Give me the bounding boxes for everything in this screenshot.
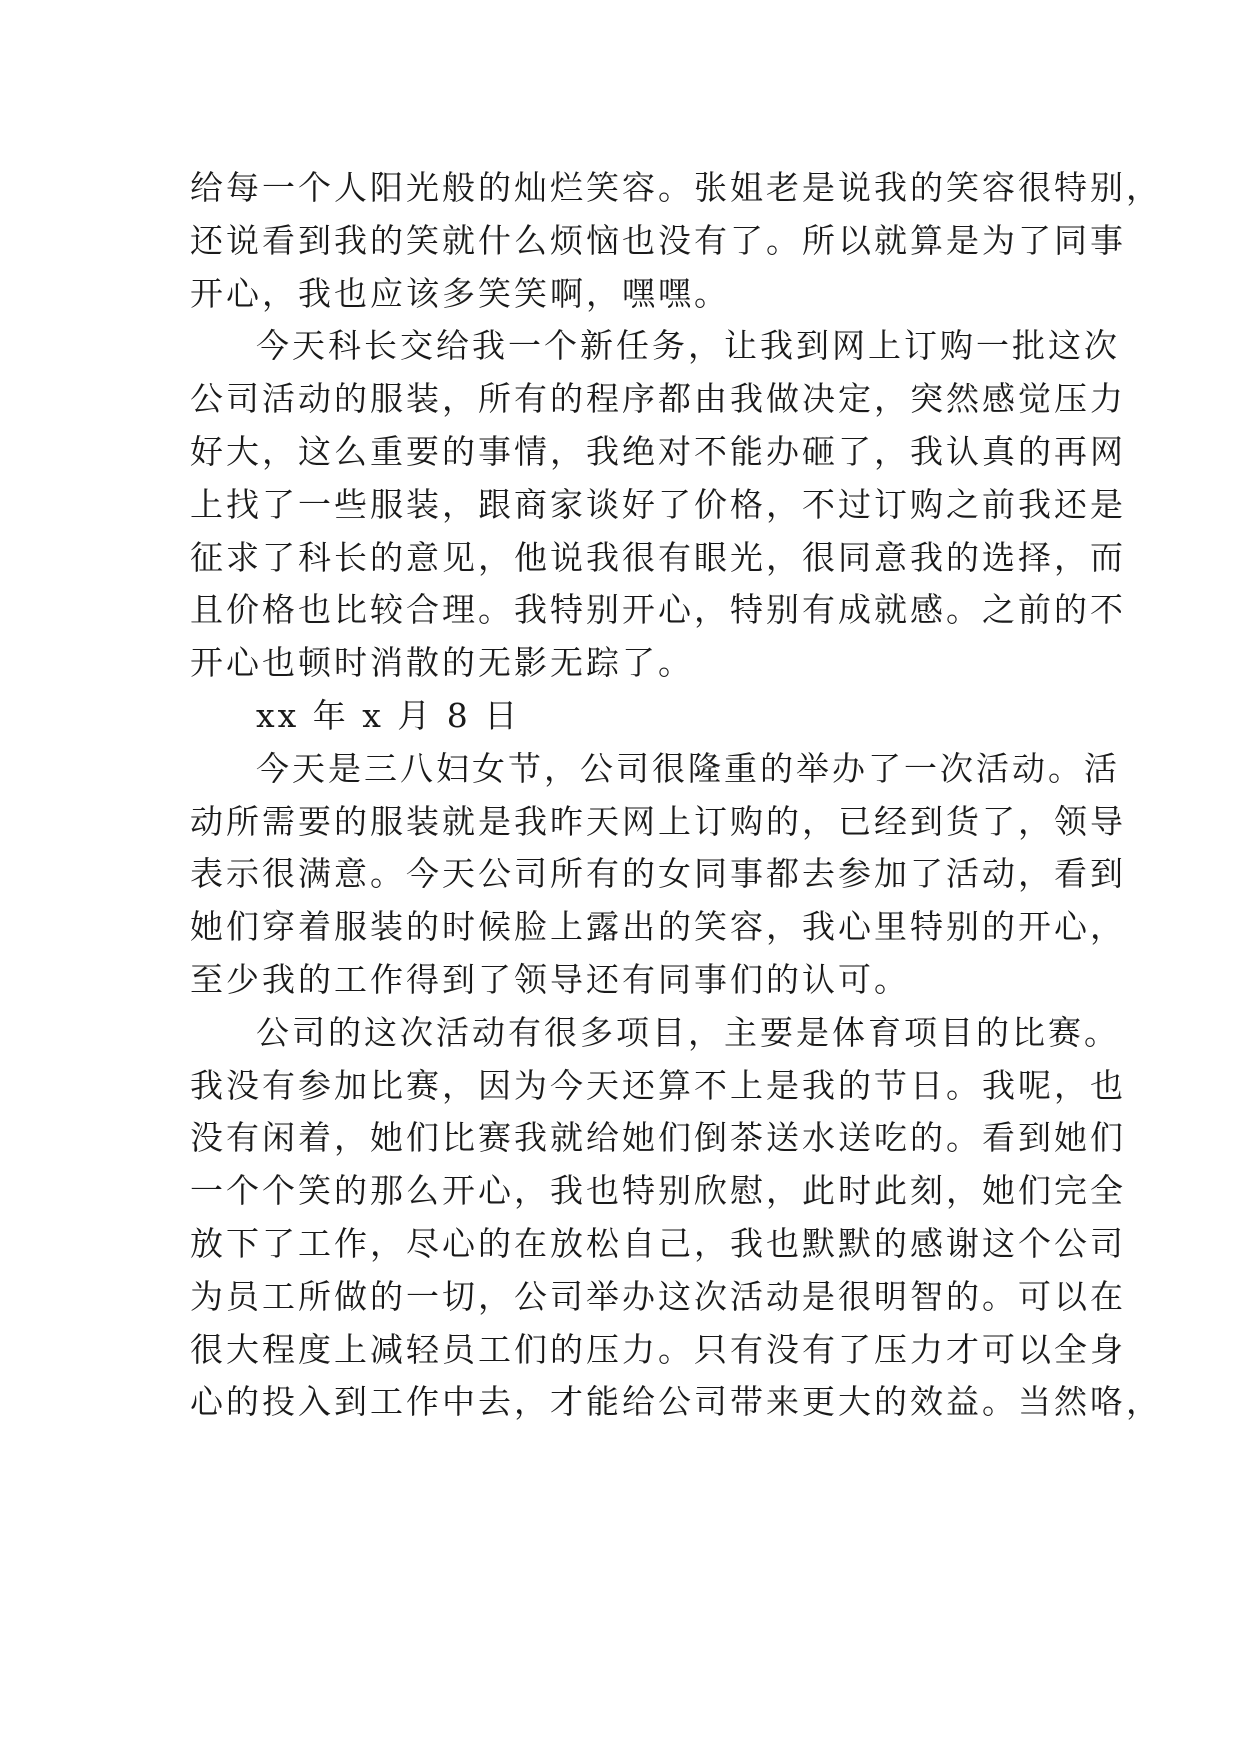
text-line: 心的投入到工作中去，才能给公司带来更大的效益。当然咯， bbox=[190, 1382, 1162, 1422]
text-line: 还说看到我的笑就什么烦恼也没有了。所以就算是为了同事 bbox=[190, 220, 1126, 260]
text-line: 一个个笑的那么开心，我也特别欣慰，此时此刻，她们完全 bbox=[190, 1171, 1126, 1211]
text-line: 好大，这么重要的事情，我绝对不能办砸了，我认真的再网 bbox=[190, 431, 1126, 471]
date-line: xx 年 x 月 8 日 bbox=[256, 695, 521, 735]
text-line: 上找了一些服装，跟商家谈好了价格，不过订购之前我还是 bbox=[190, 484, 1126, 524]
text-line: 且价格也比较合理。我特别开心，特别有成就感。之前的不 bbox=[190, 590, 1126, 630]
text-line: 我没有参加比赛，因为今天还算不上是我的节日。我呢，也 bbox=[190, 1065, 1126, 1105]
text-line: 她们穿着服装的时候脸上露出的笑容，我心里特别的开心， bbox=[190, 907, 1126, 947]
text-line: 今天科长交给我一个新任务，让我到网上订购一批这次 bbox=[256, 326, 1120, 366]
text-line: 给每一个人阳光般的灿烂笑容。张姐老是说我的笑容很特别， bbox=[190, 168, 1162, 207]
text-line: 动所需要的服装就是我昨天网上订购的，已经到货了，领导 bbox=[190, 801, 1126, 841]
text-line: 放下了工作，尽心的在放松自己，我也默默的感谢这个公司 bbox=[190, 1223, 1126, 1263]
body-text bbox=[190, 162, 1162, 1429]
text-line: 为员工所做的一切，公司举办这次活动是很明智的。可以在 bbox=[190, 1276, 1126, 1316]
text-line: 征求了科长的意见，他说我很有眼光，很同意我的选择，而 bbox=[190, 537, 1126, 577]
text-line: 开心也顿时消散的无影无踪了。 bbox=[190, 643, 694, 683]
text-line: 公司活动的服装，所有的程序都由我做决定，突然感觉压力 bbox=[190, 379, 1126, 419]
text-line: 表示很满意。今天公司所有的女同事都去参加了活动，看到 bbox=[190, 854, 1126, 894]
text-line: 没有闲着，她们比赛我就给她们倒茶送水送吃的。看到她们 bbox=[190, 1118, 1126, 1158]
text-line: 至少我的工作得到了领导还有同事们的认可。 bbox=[190, 959, 910, 999]
text-line: 今天是三八妇女节，公司很隆重的举办了一次活动。活 bbox=[256, 748, 1120, 788]
text-line: 很大程度上减轻员工们的压力。只有没有了压力才可以全身 bbox=[190, 1329, 1126, 1369]
text-line: 开心，我也应该多笑笑啊，嘿嘿。 bbox=[190, 273, 730, 313]
text-line: 公司的这次活动有很多项目，主要是体育项目的比赛。 bbox=[256, 1012, 1120, 1052]
